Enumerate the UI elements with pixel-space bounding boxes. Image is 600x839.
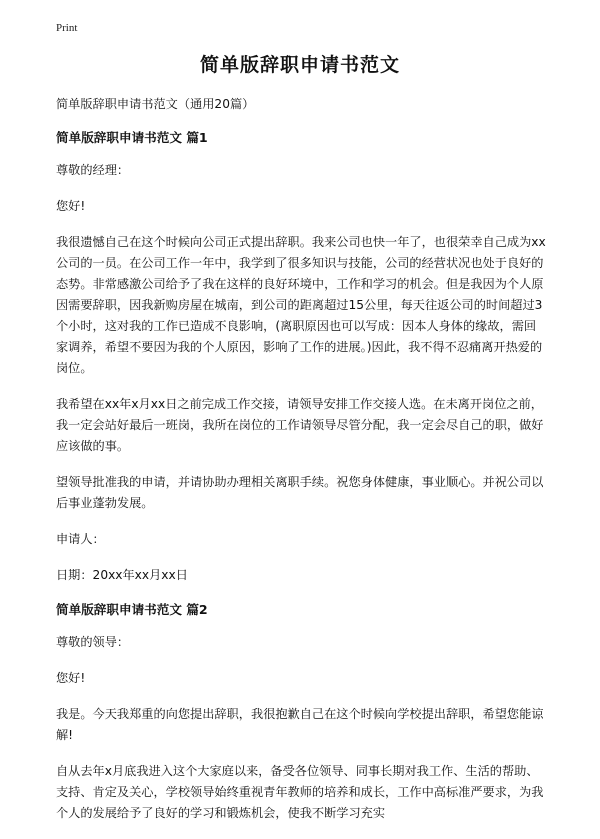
section-1-salutation: 尊敬的经理： [56, 163, 130, 177]
section-2-greeting: 您好! [56, 671, 86, 685]
document-title: 简单版辞职申请书范文 [199, 54, 400, 76]
section-1-paragraph: 我希望在xx年x月xx日之前完成工作交接，请领导安排工作交接人选。在未离开岗位之前，我一定会站好最后一班岗，我所在岗位的工作请领导尽管分配，我一定会尽自己的职，做好应该做的事。 [56, 397, 544, 453]
section-1-greeting: 您好! [56, 199, 86, 213]
section-2-paragraph: 自从去年x月底我进入这个大家庭以来，备受各位领导、同事长期对我工作、生活的帮助、支持、肯定及关心，学校领导始终重视青年教师的培养和成长，工作中高标准严要求，为我个人的发展给予了良好的学习和锻炼机会，使我不断学习充实 [56, 764, 544, 820]
section-1-paragraph: 我很遗憾自己在这个时候向公司正式提出辞职。我来公司也快一年了，也很荣幸自己成为xx公司的一员。在公司工作一年中，我学到了很多知识与技能，公司的经营状况也处于良好的态势。非常感激公司给予了我在这样的良好环境中，工作和学习的机会。但是我因为个人原因需要辞职，因我新购房屋在城南，到公司的距离超过15公里，每天往返公司的时间超过3个小时，这对我的工作已造成不良影响，(离职原因也可以写成：因本人身体的缘故，需回家调养，希望不要因为我的个人原因，影响了工作的进展。)因此，我不得不忍痛离开热爱的岗位。 [56, 235, 546, 375]
section-1-paragraph: 望领导批准我的申请，并请协助办理相关离职手续。祝您身体健康，事业顺心。并祝公司以后事业蓬勃发展。 [56, 475, 544, 510]
section-1-applicant: 申请人： [56, 532, 105, 546]
section-1-heading: 简单版辞职申请书范文 篇1 [56, 130, 208, 145]
document-body [56, 94, 548, 839]
section-1-date: 日期：20xx年xx月xx日 [56, 568, 188, 582]
section-2-heading: 简单版辞职申请书范文 篇2 [56, 602, 208, 617]
section-2-paragraph: 我是。今天我郑重的向您提出辞职，我很抱歉自己在这个时候向学校提出辞职，希望您能谅解! [56, 707, 544, 742]
section-2-salutation: 尊敬的领导： [56, 635, 130, 649]
print-link[interactable]: Print [56, 22, 78, 34]
document-subtitle: 简单版辞职申请书范文（通用20篇） [56, 97, 255, 111]
